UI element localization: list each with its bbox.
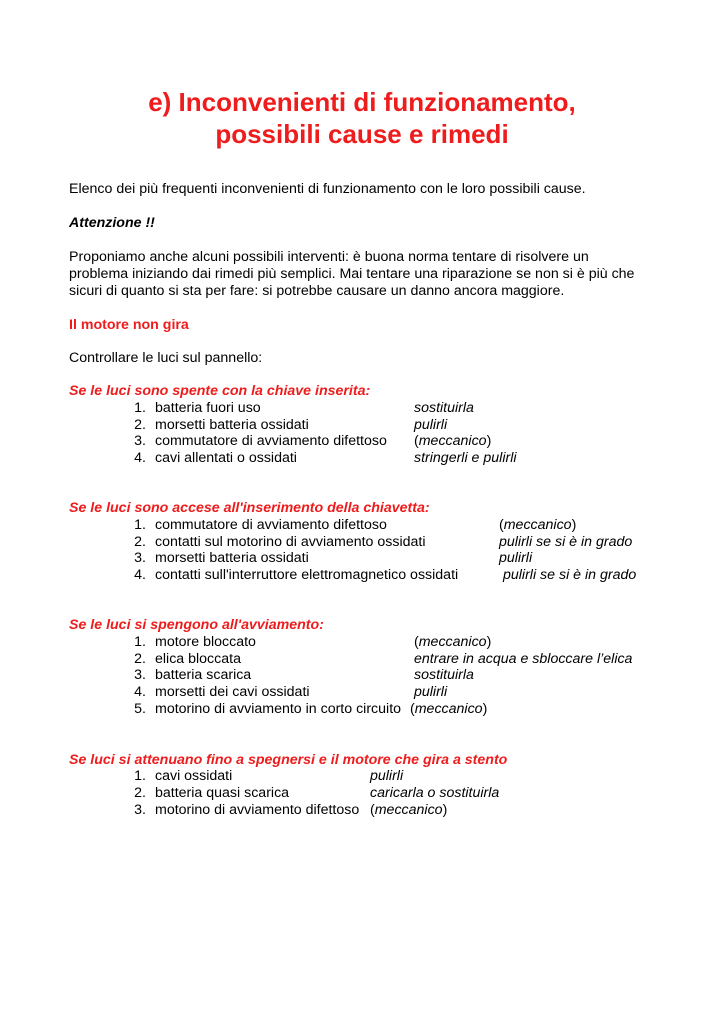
advice-paragraph: [69, 249, 669, 300]
title-line-2: possibili cause e rimedi: [215, 119, 509, 149]
list-item: 3. motorino di avviamento difettoso (meccanico): [134, 802, 448, 818]
remedy-text: sostituirla: [414, 400, 474, 416]
list-item: 1. cavi ossidati pulirli: [134, 768, 404, 784]
list-item: 5. motorino di avviamento in corto circuito (meccanico): [134, 701, 488, 717]
attention-note: Attenzione !!: [69, 215, 155, 231]
remedy-text: pulirli: [499, 550, 533, 566]
list-item: 4. morsetti dei cavi ossidati pulirli: [134, 684, 448, 700]
cause-text: motore bloccato: [155, 634, 256, 650]
page-title: [0, 86, 724, 150]
cause-text: batteria fuori uso: [155, 400, 261, 416]
remedy-text: (meccanico): [414, 433, 492, 449]
group-heading: Se le luci sono accese all'inserimento della chiavetta:: [69, 500, 430, 516]
remedy-text: pulirli: [414, 684, 448, 700]
list-item: 1. batteria fuori uso sostituirla: [134, 400, 474, 416]
remedy-text: pulirli se si è in grado: [503, 567, 637, 583]
cause-text: elica bloccata: [155, 651, 241, 667]
cause-text: batteria scarica: [155, 667, 252, 683]
remedy-text: pulirli: [370, 768, 404, 784]
list-item: 2. batteria quasi scarica caricarla o sostituirla: [134, 785, 500, 801]
group-heading: Se le luci si spengono all'avviamento:: [69, 617, 324, 633]
list-item: 3. morsetti batteria ossidati pulirli: [134, 550, 533, 566]
list-item: 3. commutatore di avviamento difettoso (meccanico): [134, 433, 492, 449]
remedy-text: entrare in acqua e sbloccare l’elica: [414, 651, 633, 667]
intro-text: Elenco dei più frequenti inconvenienti di funzionamento con le loro possibili cause.: [69, 181, 586, 197]
cause-text: morsetti dei cavi ossidati: [155, 684, 310, 700]
advice-line-3: sicuri di quanto si sta per fare: si potrebbe causare un danno ancora maggiore.: [69, 283, 565, 299]
cause-text: contatti sul motorino di avviamento ossidati: [155, 534, 426, 550]
remedy-text: sostituirla: [414, 667, 474, 683]
list-item: 4. contatti sull'interruttore elettromagnetico ossidati pulirli se si è in grado: [134, 567, 637, 583]
remedy-text: (meccanico): [370, 802, 448, 818]
cause-text: commutatore di avviamento difettoso: [155, 517, 387, 533]
remedy-text: caricarla o sostituirla: [370, 785, 500, 801]
cause-text: cavi ossidati: [155, 768, 233, 784]
cause-text: cavi allentati o ossidati: [155, 450, 297, 466]
cause-text: contatti sull'interruttore elettromagnetico ossidati: [155, 567, 459, 583]
remedy-text: pulirli se si è in grado: [499, 534, 633, 550]
group-heading: Se le luci sono spente con la chiave inserita:: [69, 383, 371, 399]
list-item: 2. contatti sul motorino di avviamento ossidati pulirli se si è in grado: [134, 534, 633, 550]
section-heading: Il motore non gira: [69, 317, 189, 333]
cause-text: motorino di avviamento difettoso: [155, 802, 360, 818]
remedy-text: (meccanico): [414, 634, 492, 650]
remedy-text: (meccanico): [410, 701, 488, 717]
cause-text: batteria quasi scarica: [155, 785, 290, 801]
title-line-1: e) Inconvenienti di funzionamento,: [148, 87, 576, 117]
remedy-text: stringerli e pulirli: [414, 450, 517, 466]
list-item: 2. elica bloccata entrare in acqua e sbloccare l’elica: [134, 651, 633, 667]
cause-text: motorino di avviamento in corto circuito: [155, 701, 402, 717]
check-instruction: Controllare le luci sul pannello:: [69, 350, 263, 366]
cause-text: morsetti batteria ossidati: [155, 550, 309, 566]
list-item: 3. batteria scarica sostituirla: [134, 667, 474, 683]
list-item: 4. cavi allentati o ossidati stringerli e pulirli: [134, 450, 517, 466]
cause-text: morsetti batteria ossidati: [155, 417, 309, 433]
advice-line-2: problema iniziando dai rimedi più semplici. Mai tentare una riparazione se non si è più che: [69, 266, 635, 282]
remedy-text: (meccanico): [499, 517, 577, 533]
group-heading: Se luci si attenuano fino a spegnersi e il motore che gira a stento: [69, 752, 508, 768]
cause-text: commutatore di avviamento difettoso: [155, 433, 387, 449]
list-item: 1. motore bloccato (meccanico): [134, 634, 492, 650]
list-item: 2. morsetti batteria ossidati pulirli: [134, 417, 448, 433]
list-item: 1. commutatore di avviamento difettoso (meccanico): [134, 517, 577, 533]
advice-line-1: Proponiamo anche alcuni possibili interventi: è buona norma tentare di risolvere un: [69, 249, 589, 265]
remedy-text: pulirli: [414, 417, 448, 433]
